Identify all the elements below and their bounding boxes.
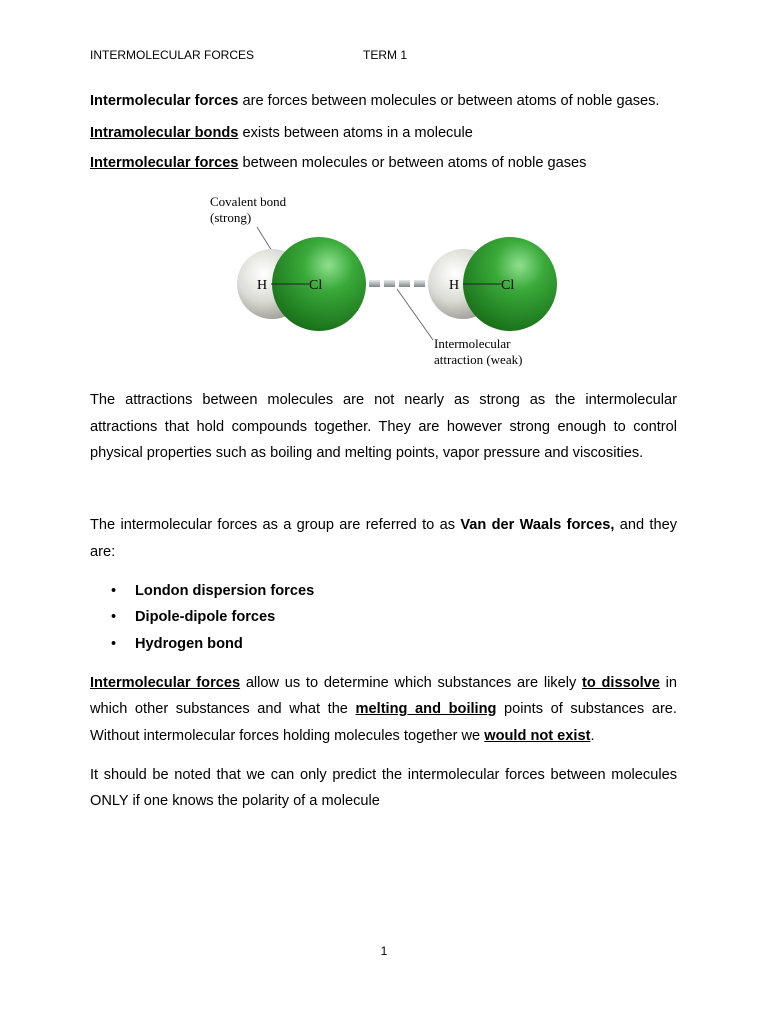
intermolecular-label: Intermolecular [434, 336, 511, 351]
term-to-dissolve: to dissolve [582, 674, 660, 691]
definition-text: are forces between molecules or between atoms of noble gases. [238, 93, 660, 109]
dissolve-text-4: . [590, 728, 595, 745]
term-intermolecular-forces: Intermolecular forces [90, 93, 239, 109]
intermolecular-weak-label: attraction (weak) [434, 352, 523, 367]
document-body [90, 92, 677, 815]
van-der-waals-list [90, 578, 677, 658]
term-melting-boiling: melting and boiling [355, 701, 497, 718]
covalent-bond-label: Covalent bond [210, 194, 287, 209]
vdw-text-after: and they are: [90, 517, 678, 560]
term-intermolecular-forces-underlined: Intermolecular forces [90, 674, 241, 691]
term-would-not-exist: would not exist [484, 728, 591, 745]
paragraph-intermolecular [90, 155, 677, 171]
hcl-molecule-right [428, 237, 557, 331]
paragraph-definition-intermolecular [90, 92, 677, 111]
atom-label-cl: Cl [501, 278, 515, 293]
covalent-strong-label: (strong) [210, 210, 252, 225]
hcl-diagram [90, 185, 677, 375]
paragraph-intramolecular [90, 125, 677, 141]
intramolecular-text: exists between atoms in a molecule [238, 125, 473, 141]
intermolecular-text: between molecules or between atoms of noble gases [238, 155, 587, 171]
list-item: • Hydrogen bond [90, 631, 677, 658]
page-header [90, 48, 408, 62]
paragraph-attractions: The attractions between molecules are not nearly as strong as the intermolecular attractions that hold compounds together. They are however strong enough to control physical properties such as boiling and melting points, vapor pressure and viscosities. [90, 392, 677, 462]
atom-label-cl: Cl [309, 278, 323, 293]
header-term: TERM 1 [363, 48, 408, 62]
page-number: 1 [380, 944, 388, 958]
dissolve-text-1: allow us to determine which substances are likely [240, 674, 582, 691]
hcl-molecules-figure [90, 185, 677, 375]
header-title: INTERMOLECULAR FORCES [90, 48, 255, 62]
paragraph-dissolve [90, 670, 677, 750]
paragraph-polarity: It should be noted that we can only predict the intermolecular forces between molecules ONLY if one knows the polarity of a molecule [90, 766, 677, 810]
term-intermolecular-forces-underlined: Intermolecular forces [90, 155, 239, 171]
vdw-text-before: The intermolecular forces as a group are referred to as [90, 517, 461, 534]
term-van-der-waals: Van der Waals forces, [460, 517, 615, 534]
list-item: • Dipole-dipole forces [90, 604, 677, 631]
hcl-molecule-left [237, 237, 366, 331]
intermolecular-pointer-line [397, 289, 433, 340]
paragraph-van-der-waals [90, 512, 677, 565]
dissolve-text-2: in which other substances and what the [90, 674, 677, 718]
atom-label-h: H [257, 278, 268, 293]
intermolecular-attraction-dashes [369, 280, 425, 287]
dissolve-text-3: points of substances are. Without intermolecular forces holding molecules together we [90, 701, 677, 745]
atom-label-h: H [449, 278, 460, 293]
term-intramolecular-bonds: Intramolecular bonds [90, 125, 239, 141]
list-item: • London dispersion forces [90, 578, 677, 605]
